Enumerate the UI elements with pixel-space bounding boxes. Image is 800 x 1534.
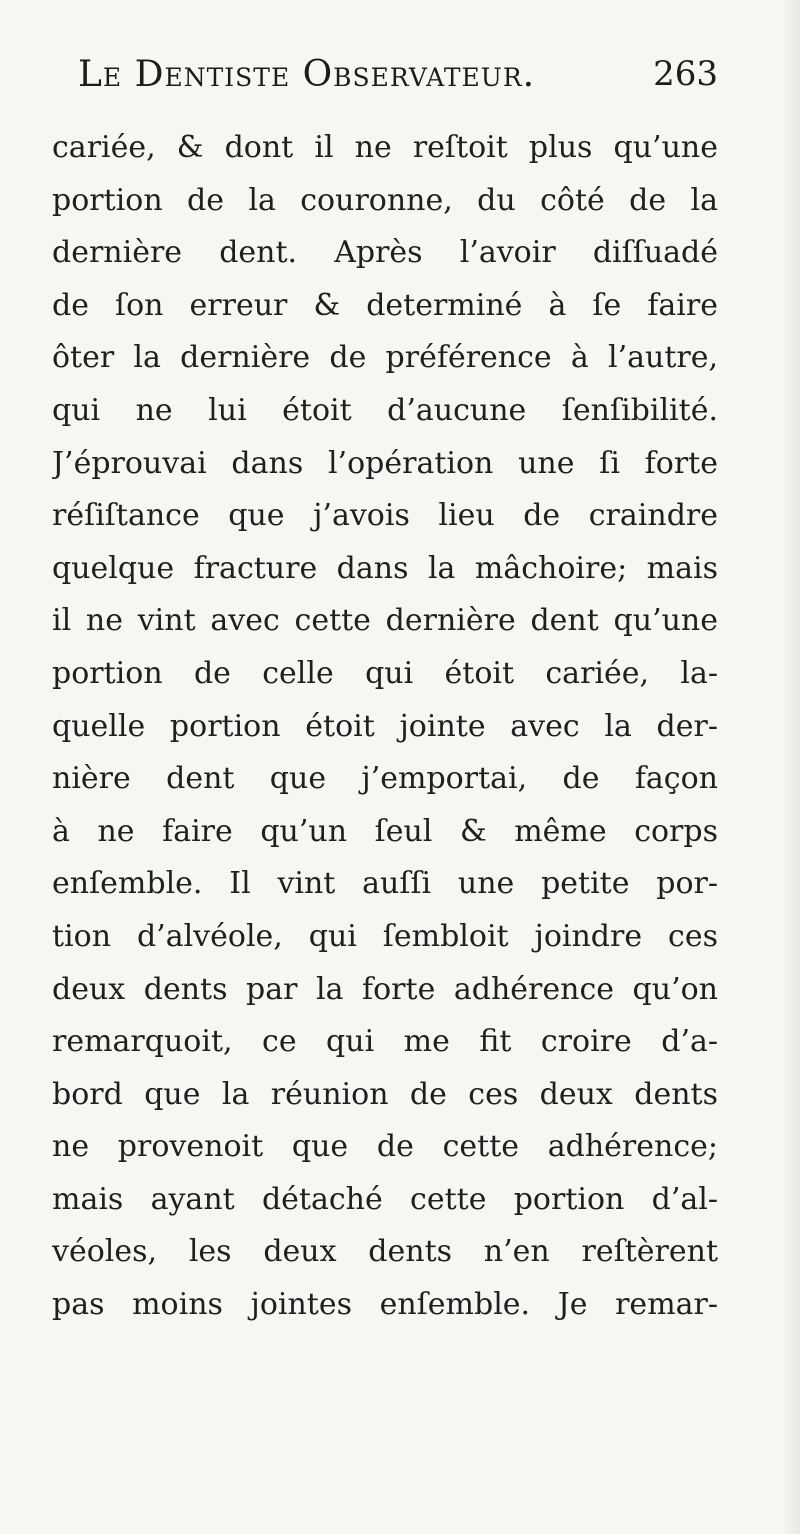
text-line: remarquoit, ce qui me fit croire d’a-: [52, 1024, 718, 1060]
text-line: dernière dent. Après l’avoir diſſuadé: [52, 235, 718, 271]
text-line: réſiſtance que j’avois lieu de craindre: [52, 498, 718, 534]
text-line: à ne faire qu’un ſeul & même corps: [52, 813, 718, 849]
text-line: pas moins jointes enſemble. Je remar-: [52, 1287, 718, 1323]
text-line: ôter la dernière de préférence à l’autre,: [52, 340, 718, 376]
text-line: qui ne lui étoit d’aucune ſenſibilité.: [52, 392, 718, 428]
text-line: quelque fracture dans la mâchoire; mais: [52, 550, 718, 586]
page-edge-shadow: [782, 0, 800, 1534]
text-line: il ne vint avec cette dernière dent qu’une: [52, 603, 718, 639]
body-text: [52, 122, 718, 1332]
text-line: cariée, & dont il ne reſtoit plus qu’une: [52, 130, 718, 165]
running-head: Le Dentiste Observateur.: [78, 54, 536, 95]
text-line: portion de celle qui étoit cariée, la-: [52, 655, 718, 691]
text-line: de ſon erreur & determiné à ſe faire: [52, 287, 718, 323]
text-line: véoles, les deux dents n’en reſtèrent: [52, 1234, 718, 1270]
text-line: tion d’alvéole, qui ſembloit joindre ces: [52, 918, 718, 954]
page-header: [78, 54, 718, 106]
text-line: deux dents par la forte adhérence qu’on: [52, 971, 718, 1007]
text-line: quelle portion étoit jointe avec la der-: [52, 708, 718, 744]
text-line: nière dent que j’emportai, de façon: [52, 761, 718, 797]
text-line: ne provenoit que de cette adhérence;: [52, 1129, 718, 1165]
text-line: mais ayant détaché cette portion d’al-: [52, 1181, 718, 1217]
text-line: bord que la réunion de ces deux dents: [52, 1076, 718, 1112]
page-number: 263: [653, 54, 718, 94]
text-line: portion de la couronne, du côté de la: [52, 182, 718, 218]
text-line: J’éprouvai dans l’opération une ſi forte: [52, 445, 718, 481]
text-line: enſemble. Il vint auſſi une petite por-: [52, 866, 718, 902]
